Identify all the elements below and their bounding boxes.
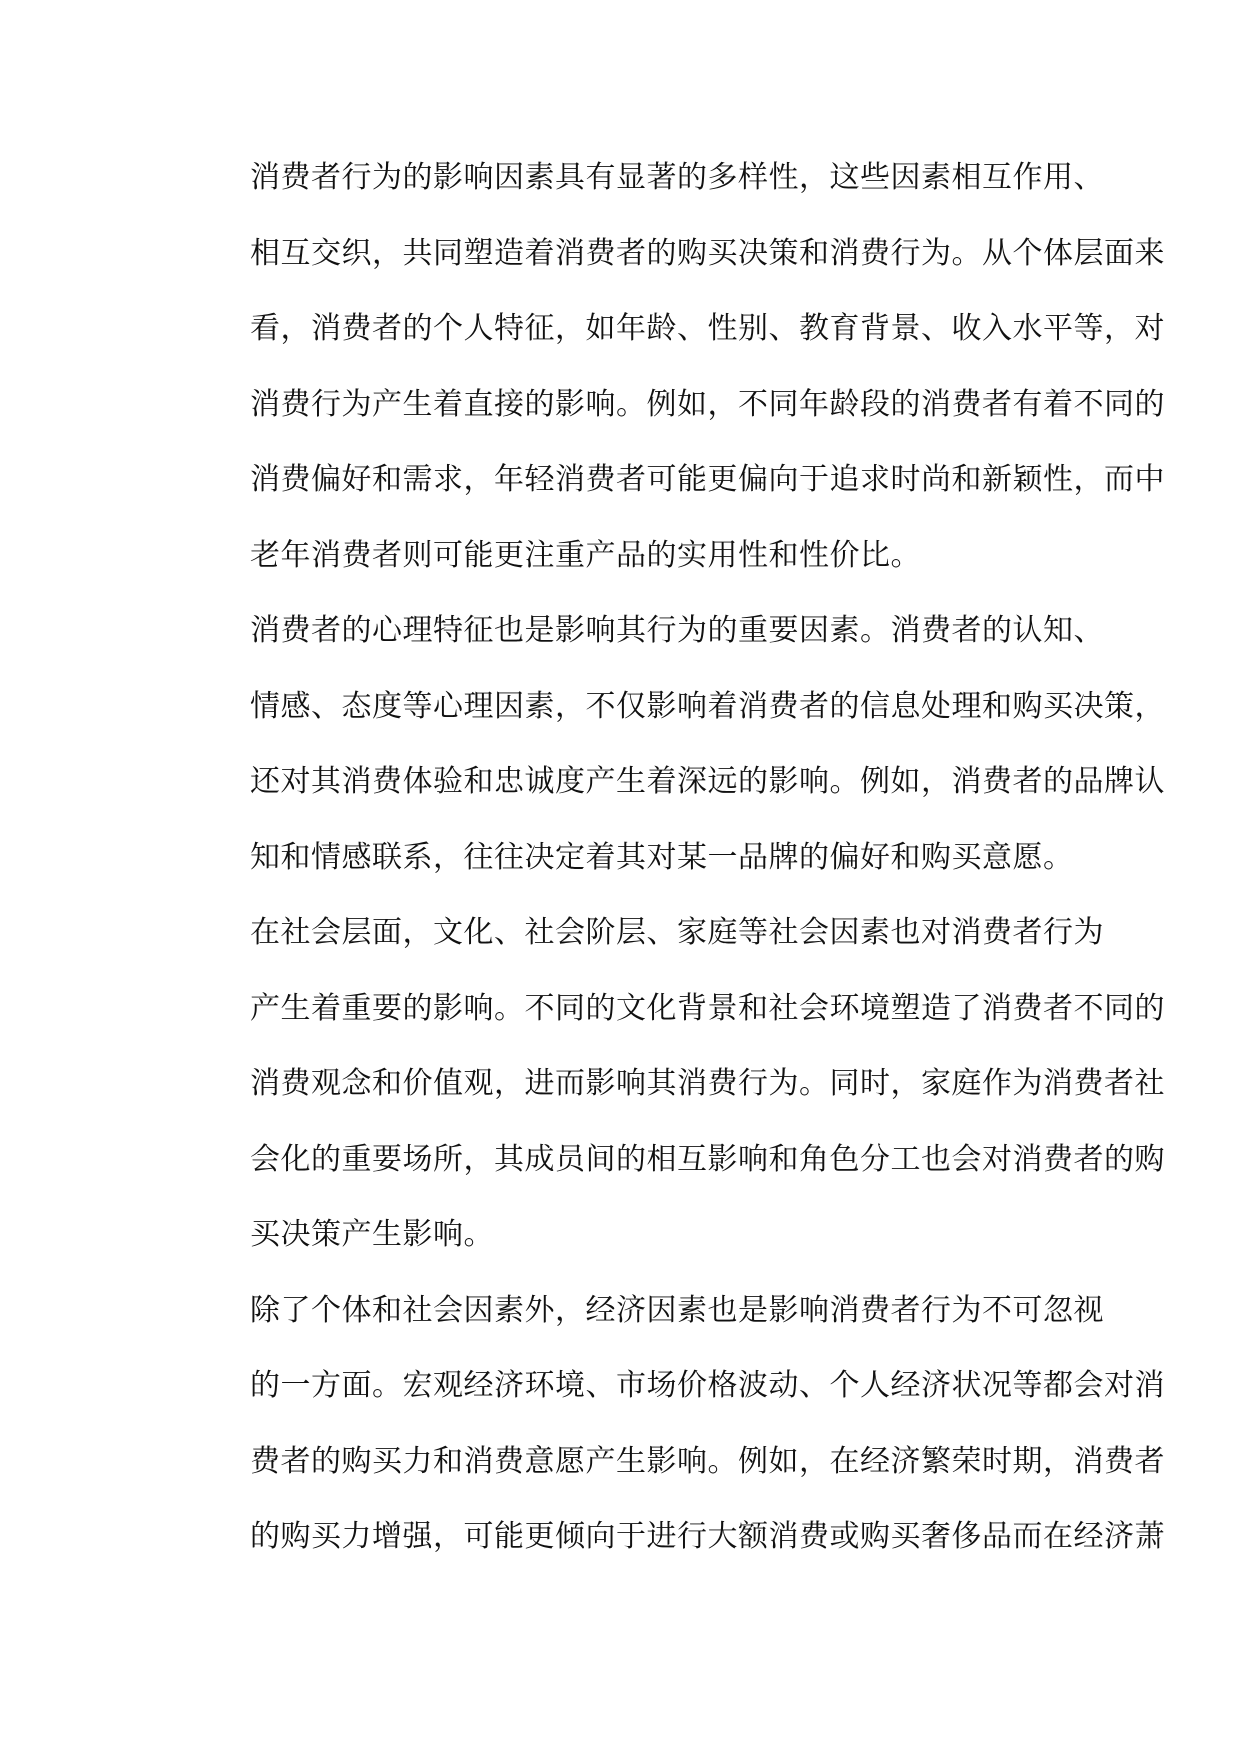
paragraph-individual-factors xyxy=(190,140,1165,593)
text-line: 的购买力增强，可能更倾向于进行大额消费或购买奢侈品而在经济萧 xyxy=(250,1519,1165,1554)
text-line: 除了个体和社会因素外，经济因素也是影响消费者行为不可忽视 xyxy=(250,1292,1104,1328)
text-line: 费者的购买力和消费意愿产生影响。例如，在经济繁荣时期，消费者 xyxy=(250,1443,1165,1479)
text-line: 情感、态度等心理因素，不仅影响着消费者的信息处理和购买决策， xyxy=(250,688,1165,724)
document-body xyxy=(190,140,1165,1575)
text-line: 还对其消费体验和忠诚度产生着深远的影响。例如，消费者的品牌认 xyxy=(250,764,1165,799)
text-line: 看，消费者的个人特征，如年龄、性别、教育背景、收入水平等，对 xyxy=(250,311,1165,346)
text-line: 消费者的心理特征也是影响其行为的重要因素。消费者的认知、 xyxy=(250,613,1104,648)
text-line: 产生着重要的影响。不同的文化背景和社会环境塑造了消费者不同的 xyxy=(250,990,1165,1026)
text-line: 相互交织，共同塑造着消费者的购买决策和消费行为。从个体层面来 xyxy=(250,235,1165,271)
paragraph-social-factors xyxy=(190,895,1165,1273)
text-line: 消费观念和价值观，进而影响其消费行为。同时，家庭作为消费者社 xyxy=(250,1066,1165,1101)
text-line: 买决策产生影响。 xyxy=(250,1217,494,1252)
text-line: 老年消费者则可能更注重产品的实用性和性价比。 xyxy=(250,537,921,573)
text-line: 消费偏好和需求，年轻消费者可能更偏向于追求时尚和新颖性，而中 xyxy=(250,462,1165,497)
text-line: 会化的重要场所，其成员间的相互影响和角色分工也会对消费者的购 xyxy=(250,1141,1165,1177)
text-line: 的一方面。宏观经济环境、市场价格波动、个人经济状况等都会对消 xyxy=(250,1368,1165,1403)
text-line: 知和情感联系，往往决定着其对某一品牌的偏好和购买意愿。 xyxy=(250,839,1074,875)
paragraph-psychological-factors xyxy=(190,593,1165,895)
text-line: 消费者行为的影响因素具有显著的多样性，这些因素相互作用、 xyxy=(250,160,1104,195)
text-line: 消费行为产生着直接的影响。例如，不同年龄段的消费者有着不同的 xyxy=(250,386,1165,422)
text-line: 在社会层面，文化、社会阶层、家庭等社会因素也对消费者行为 xyxy=(250,915,1104,950)
paragraph-economic-factors xyxy=(190,1273,1165,1575)
